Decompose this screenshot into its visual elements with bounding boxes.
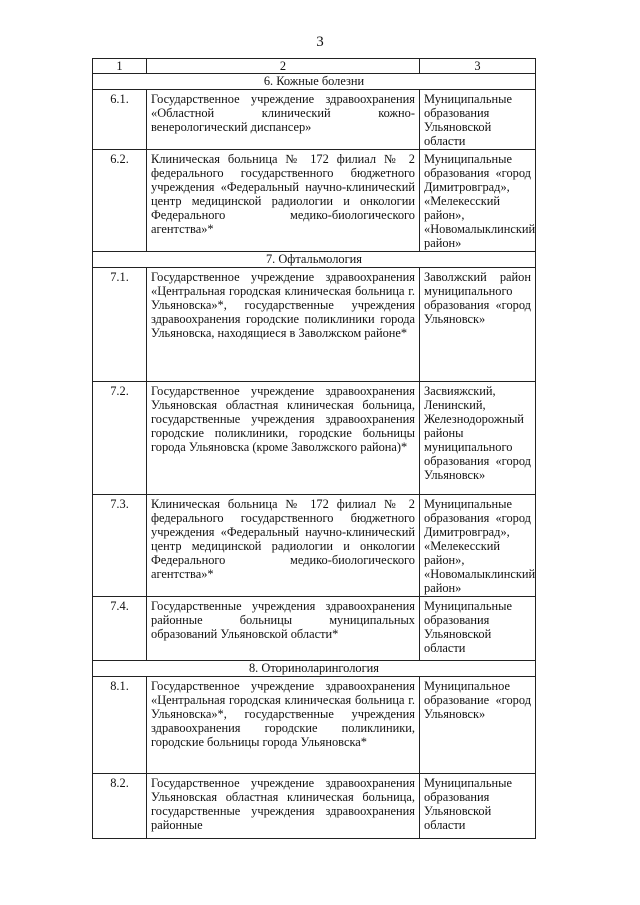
column-number-1: 1 bbox=[93, 59, 147, 74]
column-number-row bbox=[93, 59, 536, 74]
row-number: 6.2. bbox=[93, 150, 147, 252]
territory-cell: Заволжский район муниципального образования «город Ульяновск» bbox=[420, 268, 536, 382]
section-title: 8. Оториноларингология bbox=[93, 661, 536, 677]
institution-cell: Государственное учреждение здравоохранения «Центральная городская клиническая больница г. Ульяновска»*, государственные учреждения здравоохранения городские поликлиники города Ульяновска, находящиеся в Заволжском районе* bbox=[147, 268, 420, 382]
table-row bbox=[93, 495, 536, 597]
territory-cell: Муниципальные образования Ульяновской области bbox=[420, 90, 536, 150]
institution-cell: Клиническая больница № 172 филиал № 2 федерального государственного бюджетного учреждения «Федеральный научно-клинический центр медицинской радиологии и онкологии Федерального медико-биологического агентства»* bbox=[147, 495, 420, 597]
territory-cell: Муниципальное образование «город Ульяновск» bbox=[420, 677, 536, 774]
table-row bbox=[93, 150, 536, 252]
table-row bbox=[93, 774, 536, 839]
row-number: 7.4. bbox=[93, 597, 147, 661]
institution-cell: Государственное учреждение здравоохранения «Областной клинический кожно-венерологический диспансер» bbox=[147, 90, 420, 150]
territory-cell: Муниципальные образования Ульяновской области bbox=[420, 597, 536, 661]
section-title: 7. Офтальмология bbox=[93, 252, 536, 268]
column-number-2: 2 bbox=[147, 59, 420, 74]
section-header-otorhinolaryngology bbox=[93, 661, 536, 677]
row-number: 8.2. bbox=[93, 774, 147, 839]
territory-cell: Муниципальные образования «город Димитровград», «Мелекесский район», «Новомалыклинский район» bbox=[420, 150, 536, 252]
institution-cell: Государственное учреждение здравоохранения «Центральная городская клиническая больница г. Ульяновска»*, государственные учреждения здравоохранения городские поликлиники, городские больницы города Ульяновска* bbox=[147, 677, 420, 774]
institution-cell: Государственное учреждение здравоохранения Ульяновская областная клиническая больница, государственные учреждения здравоохранения районные bbox=[147, 774, 420, 839]
facilities-table bbox=[92, 58, 536, 839]
column-number-3: 3 bbox=[420, 59, 536, 74]
page-number: 3 bbox=[316, 34, 324, 50]
section-header-skin-diseases bbox=[93, 74, 536, 90]
table-row bbox=[93, 90, 536, 150]
institution-cell: Государственное учреждение здравоохранения Ульяновская областная клиническая больница, государственные учреждения здравоохранения городские поликлиники, городские больницы города Ульяновска (кроме Заволжского района)* bbox=[147, 382, 420, 495]
row-number: 7.3. bbox=[93, 495, 147, 597]
institution-cell: Клиническая больница № 172 филиал № 2 федерального государственного бюджетного учреждения «Федеральный научно-клинический центр медицинской радиологии и онкологии Федерального медико-биологического агентства»* bbox=[147, 150, 420, 252]
table-row bbox=[93, 382, 536, 495]
institution-cell: Государственные учреждения здравоохранения районные больницы муниципальных образований Ульяновской области* bbox=[147, 597, 420, 661]
territory-cell: Засвияжский, Ленинский, Железнодорожный районы муниципального образования «город Ульяновск» bbox=[420, 382, 536, 495]
row-number: 8.1. bbox=[93, 677, 147, 774]
table-row bbox=[93, 268, 536, 382]
row-number: 7.1. bbox=[93, 268, 147, 382]
table-row bbox=[93, 677, 536, 774]
row-number: 6.1. bbox=[93, 90, 147, 150]
row-number: 7.2. bbox=[93, 382, 147, 495]
table-row bbox=[93, 597, 536, 661]
territory-cell: Муниципальные образования Ульяновской области bbox=[420, 774, 536, 839]
territory-cell: Муниципальные образования «город Димитровград», «Мелекесский район», «Новомалыклинский район» bbox=[420, 495, 536, 597]
section-title: 6. Кожные болезни bbox=[93, 74, 536, 90]
section-header-ophthalmology bbox=[93, 252, 536, 268]
